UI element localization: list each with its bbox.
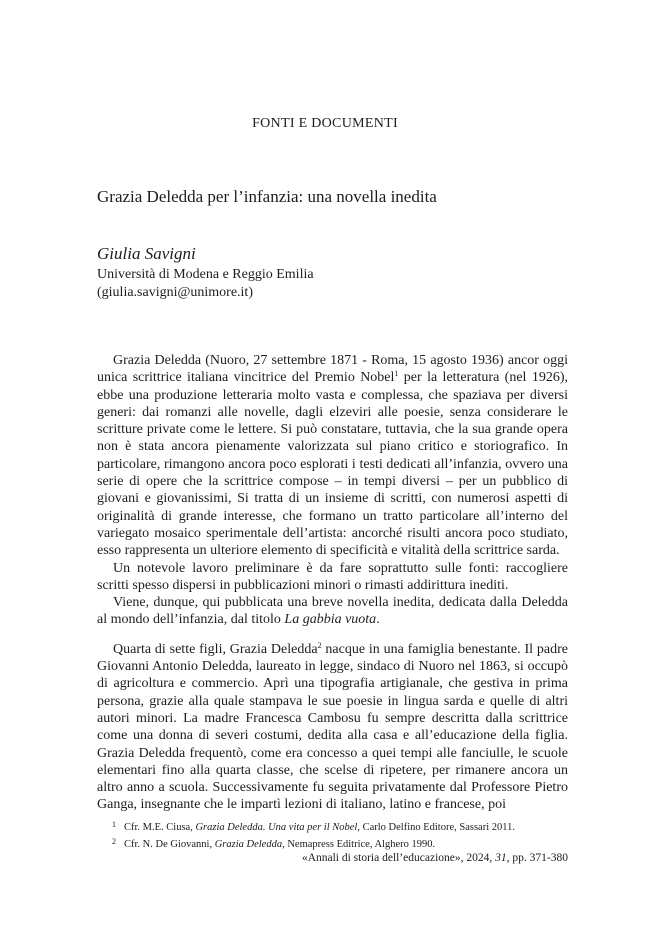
author-name: Giulia Savigni: [97, 244, 196, 263]
journal-citation: [302, 852, 568, 864]
paragraph-1-text-b: per la letteratura (nel 1926), ebbe una produzione letteraria molto vasta e complessa, che spaziava per diversi generi: dai romanzi alle novelle, dagli elzeviri alle poesie, senza considerare le scritture private come le lettere. Si può constatare, tuttavia, che la sua grande opera non è stata ancora pienamente valorizzata sul piano critico e storiografico. In particolare, rimangono ancora poco esplorati i testi dedicati all’infanzia, ovvero una serie di opere che la scrittrice compose – in tempi diversi – per un pubblico di giovani e giovanissimi, Si tratta di un insieme di scritti, con numerosi aspetti di originalità di grande interesse, che formano un tratto particolare all’interno del variegato mosaico sperimentale dell’artista: ancorché risulti ancora poco studiato, esso rappresenta un ulteriore elemento di specificità e vitalità della scrittrice sarda.: [97, 370, 568, 559]
paragraph-4-text-a: Quarta di sette figli, Grazia Deledda: [113, 641, 318, 657]
footnote-text: Cfr. M.E. Ciusa,: [124, 822, 196, 833]
paragraph-3-text-b: .: [376, 612, 380, 628]
author-affiliation: Università di Modena e Reggio Emilia: [97, 267, 314, 282]
footnote-book-title: Grazia Deledda. Una vita per il Nobel: [195, 822, 358, 833]
paragraph-4-text-b: nacque in una famiglia benestante. Il padre Giovanni Antonio Deledda, laureato in legge, sindaco di Nuoro nel 1863, si occupò di agricoltura e commercio. Aprì una tipografia artigianale, che gestiva in prima persona, grazie alla quale stampava le sue poesie in lingua sarda e quelle di altri autori minori. La madre Francesca Cambosu fu sempre descritta dalla scrittrice come una donna di severi costumi, dedita alla casa e all’educazione della figlia. Grazia Deledda frequentò, come era concesso a quei tempi alle fanciulle, le scuole elementari fino alla quarta classe, che scelse di ripetere, per rimanere ancora un altro anno a scuola. Successivamente fu seguita privatamente dal Professore Pietro Ganga, insegnante che le impartì lezioni di italiano, latino e francese, poi: [97, 641, 568, 813]
footnotes: [112, 818, 568, 852]
footnote-publisher: , Carlo Delfino Editore, Sassari 2011.: [357, 822, 515, 833]
author-email: (giulia.savigni@unimore.it): [97, 285, 253, 300]
footnote-number: 1: [112, 820, 116, 829]
article-title: Grazia Deledda per l’infanzia: una novella inedita: [97, 187, 437, 206]
novella-title: La gabbia vuota: [284, 612, 377, 628]
footnote-1: [112, 818, 568, 835]
footnote-publisher: , Nemapress Editrice, Alghero 1990.: [282, 839, 436, 850]
footnote-number: 2: [112, 837, 116, 846]
citation-volume: 31: [495, 852, 507, 864]
paragraph-1-text-a: Grazia Deledda (Nuoro, 27 settembre 1871 - Roma, 15 agosto 1936) ancor oggi unica scrittrice italiana vincitrice del Premio Nobel: [97, 353, 568, 386]
paragraph-1: [97, 352, 568, 560]
article-body: [97, 352, 568, 814]
footnote-ref-1: 1: [394, 369, 399, 379]
paragraph-2: Un notevole lavoro preliminare è da fare soprattutto sulle fonti: raccogliere scritti spesso dispersi in pubblicazioni minori o rimasti addirittura inediti.: [97, 560, 568, 593]
paragraph-3-text-a: Viene, dunque, qui pubblicata una breve novella inedita, dedicata dalla Deledda al mondo dell’infanzia, dal titolo: [97, 595, 568, 628]
paragraph-3: [97, 594, 568, 629]
footnote-book-title: Grazia Deledda: [214, 839, 283, 850]
citation-journal: «Annali di storia dell’educazione», 2024,: [301, 852, 496, 864]
footnote-ref-2: 2: [317, 640, 322, 650]
footnote-text: Cfr. N. De Giovanni,: [124, 839, 215, 850]
section-heading: FONTI E DOCUMENTI: [252, 116, 398, 131]
footnote-2: [112, 835, 568, 852]
citation-pages: , pp. 371-380: [506, 852, 568, 864]
paragraph-4: [97, 641, 568, 814]
